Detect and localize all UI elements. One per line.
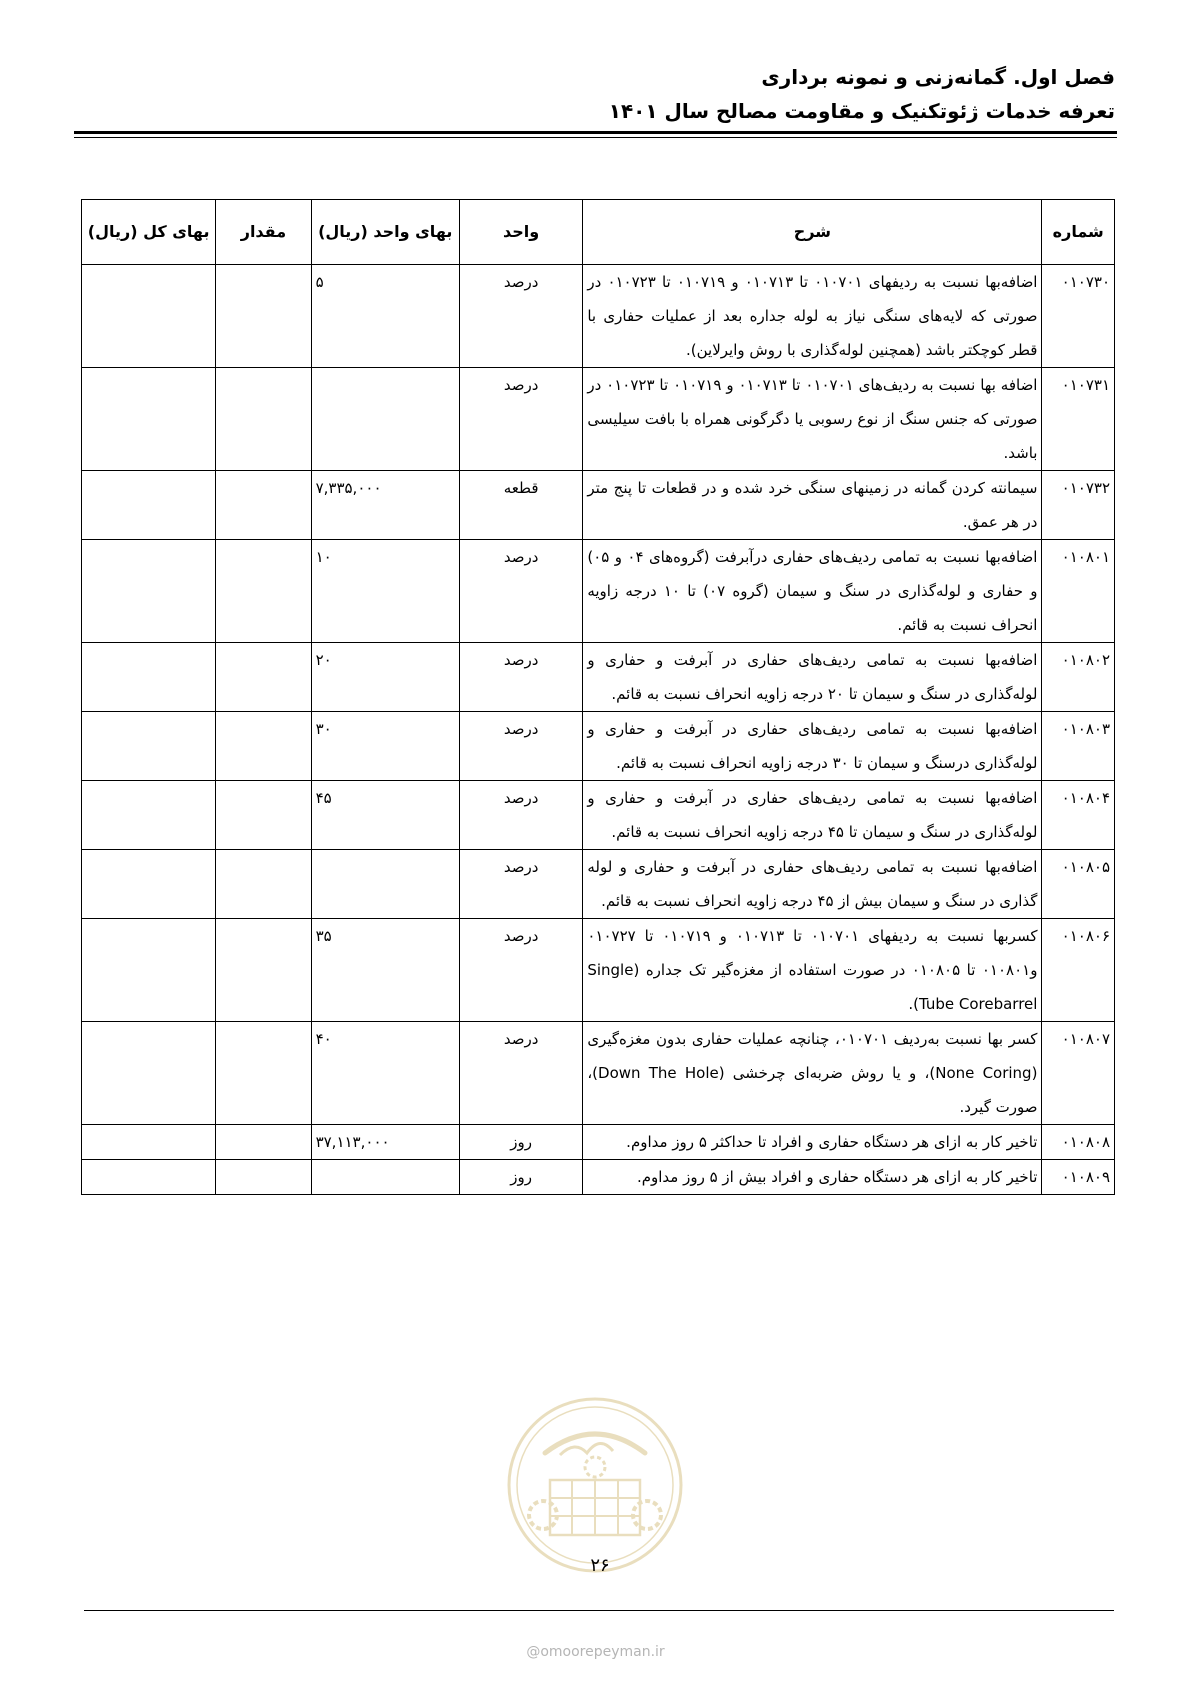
item-total-price [82, 919, 216, 1022]
item-total-price [82, 712, 216, 781]
header-rule-thin [74, 137, 1117, 138]
table-row [82, 643, 1115, 712]
item-unit-price [311, 850, 459, 919]
page-number: ۲۶ [590, 1555, 610, 1576]
item-quantity [216, 265, 311, 368]
item-total-price [82, 643, 216, 712]
item-description: تاخیر کار به ازای هر دستگاه حفاری و افراد بیش از ۵ روز مداوم. [583, 1160, 1042, 1195]
item-quantity [216, 781, 311, 850]
header-quantity: مقدار [216, 200, 311, 265]
header-rule-thick [74, 131, 1117, 134]
item-unit-price [311, 1160, 459, 1195]
item-description: اضافه‌بها نسبت به تمامی ردیف‌های حفاری در آبرفت و حفاری و لوله گذاری در سنگ و سیمان بیش از ۴۵ درجه زاویه انحراف نسبت به قائم. [583, 850, 1042, 919]
header-unit-price: بهای واحد (ریال) [311, 200, 459, 265]
chapter-title: فصل اول. گمانه‌زنی و نمونه برداری [761, 65, 1115, 89]
item-description: اضافه‌بها نسبت به تمامی ردیف‌های حفاری در آبرفت و حفاری و لوله‌گذاری درسنگ و سیمان تا ۳۰ درجه زاویه انحراف نسبت به قائم. [583, 712, 1042, 781]
table-row [82, 368, 1115, 471]
item-unit-price: ۱۰ [311, 540, 459, 643]
item-unit-price: ۲۰ [311, 643, 459, 712]
item-total-price [82, 1160, 216, 1195]
table-row [82, 1160, 1115, 1195]
item-quantity [216, 1160, 311, 1195]
table-row [82, 471, 1115, 540]
item-description: اضافه‌بها نسبت به ردیفهای ۰۱۰۷۰۱ تا ۰۱۰۷۱۳ و ۰۱۰۷۱۹ تا ۰۱۰۷۲۳ در صورتی که لایه‌های سنگی نیاز به لوله جداره بعد از عملیات حفاری با قطر کوچکتر باشد (همچنین لوله‌گذاری با روش وایرلاین). [583, 265, 1042, 368]
header-description: شرح [583, 200, 1042, 265]
item-total-price [82, 265, 216, 368]
item-total-price [82, 1022, 216, 1125]
item-description: اضافه بها نسبت به ردیف‌های ۰۱۰۷۰۱ تا ۰۱۰۷۱۳ و ۰۱۰۷۱۹ تا ۰۱۰۷۲۳ در صورتی که جنس سنگ از نوع رسوبی یا دگرگونی همراه با بافت سیلیسی باشد. [583, 368, 1042, 471]
item-description: اضافه‌بها نسبت به تمامی ردیف‌های حفاری در آبرفت و حفاری و لوله‌گذاری در سنگ و سیمان تا ۲۰ درجه زاویه انحراف نسبت به قائم. [583, 643, 1042, 712]
item-code: ۰۱۰۸۰۸ [1042, 1125, 1115, 1160]
tariff-table [81, 199, 1115, 1195]
item-code: ۰۱۰۸۰۷ [1042, 1022, 1115, 1125]
item-quantity [216, 471, 311, 540]
item-description: اضافه‌بها نسبت به تمامی ردیف‌های حفاری درآبرفت (گروه‌های ۰۴ و ۰۵) و حفاری و لوله‌گذاری در سنگ و سیمان (گروه ۰۷) تا ۱۰ درجه زاویه انحراف نسبت به قائم. [583, 540, 1042, 643]
item-unit-price: ۵ [311, 265, 459, 368]
item-unit: درصد [459, 781, 582, 850]
header-unit: واحد [459, 200, 582, 265]
document-title: تعرفه خدمات ژئوتکنیک و مقاومت مصالح سال ۱۴۰۱ [608, 99, 1115, 123]
item-total-price [82, 1125, 216, 1160]
item-unit-price: ۷,۳۳۵,۰۰۰ [311, 471, 459, 540]
table-row [82, 1022, 1115, 1125]
footer-rule [84, 1610, 1114, 1611]
item-code: ۰۱۰۸۰۶ [1042, 919, 1115, 1022]
header-code: شماره [1042, 200, 1115, 265]
item-total-price [82, 471, 216, 540]
item-code: ۰۱۰۸۰۳ [1042, 712, 1115, 781]
table-row [82, 781, 1115, 850]
item-unit: قطعه [459, 471, 582, 540]
item-quantity [216, 540, 311, 643]
table-row [82, 712, 1115, 781]
item-unit: روز [459, 1125, 582, 1160]
item-total-price [82, 781, 216, 850]
item-unit: روز [459, 1160, 582, 1195]
item-total-price [82, 540, 216, 643]
item-total-price [82, 850, 216, 919]
table-header-row [82, 200, 1115, 265]
item-description: تاخیر کار به ازای هر دستگاه حفاری و افراد تا حداکثر ۵ روز مداوم. [583, 1125, 1042, 1160]
item-description: کسربها نسبت به ردیفهای ۰۱۰۷۰۱ تا ۰۱۰۷۱۳ و ۰۱۰۷۱۹ تا ۰۱۰۷۲۷ و۰۱۰۸۰۱ تا ۰۱۰۸۰۵ در صورت استفاده از مغزه‌گیر تک جداره (Single Tube Corebarrel). [583, 919, 1042, 1022]
item-code: ۰۱۰۷۳۰ [1042, 265, 1115, 368]
table-row [82, 265, 1115, 368]
table-row [82, 919, 1115, 1022]
item-quantity [216, 1022, 311, 1125]
item-description: اضافه‌بها نسبت به تمامی ردیف‌های حفاری در آبرفت و حفاری و لوله‌گذاری در سنگ و سیمان تا ۴۵ درجه زاویه انحراف نسبت به قائم. [583, 781, 1042, 850]
watermark-text: @omoorepeyman.ir [526, 1644, 665, 1660]
item-description: کسر بها نسبت به‌ردیف ۰۱۰۷۰۱، چنانچه عملیات حفاری بدون مغزه‌گیری (None Coring)، و یا روش ضربه‌ای چرخشی (Down The Hole)، صورت گیرد. [583, 1022, 1042, 1125]
item-code: ۰۱۰۷۳۱ [1042, 368, 1115, 471]
table-row [82, 540, 1115, 643]
item-unit: درصد [459, 919, 582, 1022]
item-code: ۰۱۰۸۰۱ [1042, 540, 1115, 643]
item-code: ۰۱۰۸۰۴ [1042, 781, 1115, 850]
item-quantity [216, 368, 311, 471]
table-row [82, 1125, 1115, 1160]
item-code: ۰۱۰۸۰۵ [1042, 850, 1115, 919]
header-total-price: بهای کل (ریال) [82, 200, 216, 265]
item-code: ۰۱۰۷۳۲ [1042, 471, 1115, 540]
item-quantity [216, 1125, 311, 1160]
item-unit-price: ۴۵ [311, 781, 459, 850]
item-quantity [216, 919, 311, 1022]
item-code: ۰۱۰۸۰۲ [1042, 643, 1115, 712]
item-unit: درصد [459, 1022, 582, 1125]
item-unit: درصد [459, 643, 582, 712]
item-quantity [216, 850, 311, 919]
item-unit-price: ۴۰ [311, 1022, 459, 1125]
item-unit: درصد [459, 540, 582, 643]
item-unit-price: ۳۷,۱۱۳,۰۰۰ [311, 1125, 459, 1160]
page-header [75, 60, 1115, 128]
item-quantity [216, 643, 311, 712]
table-row [82, 850, 1115, 919]
item-unit-price: ۳۰ [311, 712, 459, 781]
item-description: سیمانته کردن گمانه در زمینهای سنگی خرد شده و در قطعات تا پنج متر در هر عمق. [583, 471, 1042, 540]
item-unit: درصد [459, 712, 582, 781]
item-total-price [82, 368, 216, 471]
item-unit: درصد [459, 850, 582, 919]
item-unit: درصد [459, 265, 582, 368]
item-unit-price [311, 368, 459, 471]
item-unit-price: ۳۵ [311, 919, 459, 1022]
omoorepeyman-seal-icon [505, 1395, 685, 1575]
tariff-table-container [81, 199, 1115, 1195]
item-code: ۰۱۰۸۰۹ [1042, 1160, 1115, 1195]
item-unit: درصد [459, 368, 582, 471]
item-quantity [216, 712, 311, 781]
